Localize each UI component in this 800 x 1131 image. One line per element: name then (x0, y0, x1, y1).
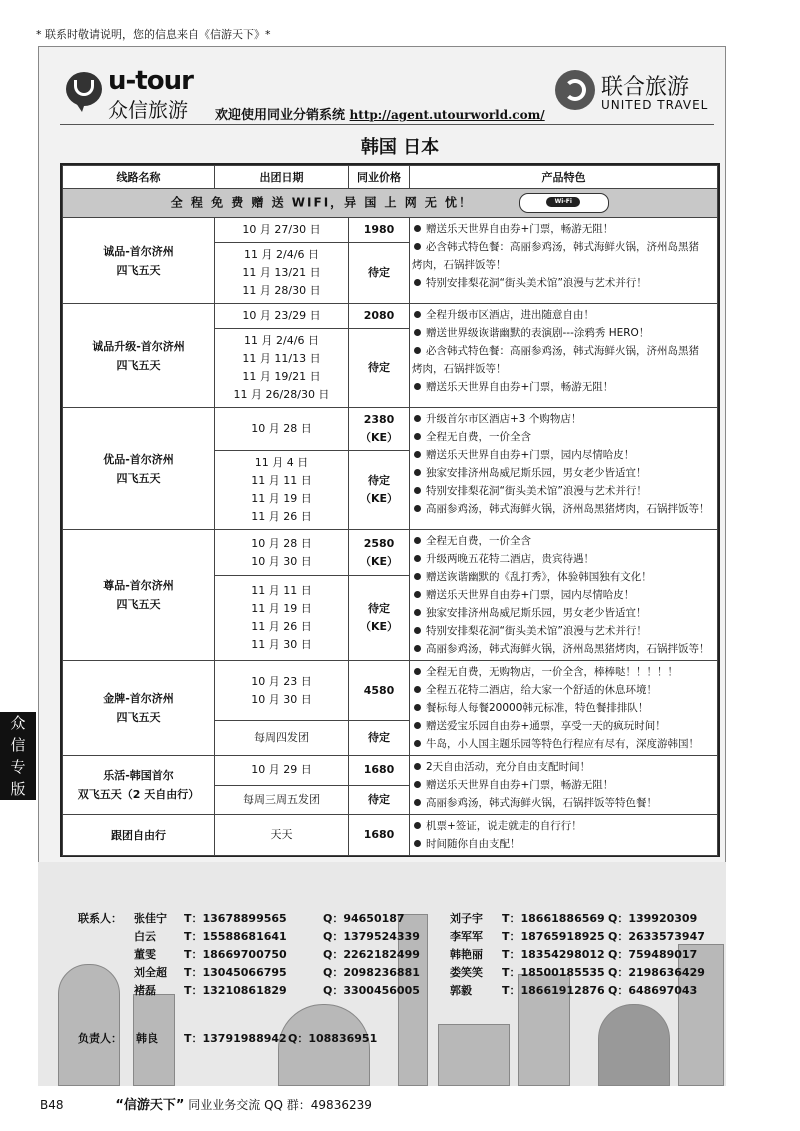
route-name-line: 诚品-首尔济州 (103, 244, 174, 258)
contact-qq: Q：3300456005 (323, 984, 420, 997)
contact-qq: Q：759489017 (608, 948, 698, 961)
table-row (63, 756, 718, 786)
price-line: 2580 (363, 536, 395, 550)
departure-dates (215, 329, 349, 408)
feature-item: 高丽参鸡汤，韩式海鲜火锅，济州岛黑猪烤肉，石锅拌饭等！ (410, 640, 715, 658)
footer-brand: “信游天下” (115, 1098, 185, 1113)
route-name (63, 756, 215, 815)
contact-phone: T：18661912876 (502, 984, 605, 997)
route-table (62, 165, 718, 856)
partner-cn: 联合旅游 (601, 75, 690, 100)
route-name (63, 408, 215, 530)
wifi-icon (519, 193, 609, 213)
price-line: 1680 (363, 828, 395, 841)
route-name-line: 四飞五天 (116, 598, 161, 611)
contact-qq: Q：2262182499 (323, 948, 420, 961)
feature-item: 烤肉，石锅拌饭等！ (412, 363, 507, 375)
contact-phone: T：13210861829 (184, 984, 287, 997)
trade-price (349, 408, 410, 451)
manager-label: 负责人： (78, 1032, 122, 1045)
departure-dates (215, 721, 349, 756)
page-number: B48 (40, 1098, 64, 1112)
trade-price (349, 304, 410, 329)
departure-date: 10 月 27/30 日 (242, 223, 321, 236)
route-features (410, 756, 718, 815)
departure-dates (215, 785, 349, 815)
brand-cn: 众信旅游 (108, 98, 188, 122)
united-travel-logo (555, 68, 725, 120)
route-name-line: 四飞五天 (116, 711, 161, 724)
departure-date: 10 月 28 日 (251, 422, 312, 435)
route-name-line: 优品-首尔济州 (103, 452, 174, 466)
wifi-banner (63, 189, 718, 218)
col-features: 产品特色 (410, 166, 718, 189)
contact-name: 褚磊 (134, 984, 156, 997)
table-header-row (63, 166, 718, 189)
contacts-label: 联系人： (78, 912, 122, 925)
table-row (63, 661, 718, 721)
feature-item: 烤肉，石锅拌饭等！ (412, 259, 507, 271)
departure-dates (215, 530, 349, 576)
route-name-line: 乐活-韩国首尔 (103, 769, 174, 782)
side-tab-char: 信 (10, 736, 26, 754)
page-footer (40, 1094, 372, 1113)
contact-qq: Q：648697043 (608, 984, 698, 997)
welcome-text (215, 104, 545, 123)
feature-item: 必含韩式特色餐：高丽参鸡汤，韩式海鲜火锅，济州岛黑猪 (410, 342, 715, 360)
route-features (410, 408, 718, 530)
partner-en: UNITED TRAVEL (601, 98, 709, 112)
table-row (63, 304, 718, 329)
departure-date: 11 月 26/28/30 日 (233, 388, 330, 401)
price-line: （KE） (359, 431, 399, 444)
price-line: 1680 (363, 763, 395, 777)
departure-date: 每周四发团 (254, 731, 309, 745)
route-name-line: 四飞五天 (116, 263, 161, 277)
feature-item: 赠送乐天世界自由券+门票，畅游无阻！ (410, 220, 715, 238)
route-name (63, 304, 215, 408)
route-name-line: 四飞五天 (116, 471, 161, 485)
departure-date: 11 月 19 日 (251, 492, 312, 505)
departure-date: 11 月 11 日 (251, 584, 312, 598)
utour-logo (60, 64, 210, 124)
departure-date: 11 月 2/4/6 日 (244, 248, 319, 261)
departure-date: 11 月 13/21 日 (242, 266, 321, 279)
departure-dates (215, 756, 349, 786)
contact-phone: T：15588681641 (184, 930, 287, 943)
feature-item: 机票+签证，说走就走的自行行！ (410, 817, 715, 835)
departure-dates (215, 243, 349, 304)
feature-item: 时间随你自由支配！ (410, 835, 715, 853)
price-line: 1980 (363, 223, 395, 236)
contact-name: 刘全超 (134, 966, 167, 979)
taj-mahal-shape (58, 964, 120, 1086)
departure-date: 11 月 30 日 (251, 638, 312, 652)
route-name-line: 双飞五天（2 天自由行） (77, 788, 200, 801)
departure-dates (215, 576, 349, 661)
page-title: 韩国 日本 (360, 137, 440, 158)
contact-phone: T：18661886569 (502, 912, 605, 925)
trade-price (349, 785, 410, 815)
feature-item: 特别安排梨花洞“街头美术馆”浪漫与艺术并行！ (410, 622, 715, 640)
departure-dates (215, 218, 349, 243)
contact-qq: Q：2098236881 (323, 966, 420, 979)
contact-phone: T：13678899565 (184, 912, 287, 925)
side-tab-char: 专 (10, 758, 26, 776)
feature-item: 特别安排梨花洞“街头美术馆”浪漫与艺术并行！ (410, 274, 715, 292)
header-divider (60, 124, 714, 125)
feature-item: 赠送诙谐幽默的《乱打秀》，体验韩国独有文化！ (410, 568, 715, 586)
departure-dates (215, 408, 349, 451)
price-line: 待定 (368, 361, 390, 374)
table-row (63, 408, 718, 451)
departure-date: 11 月 26 日 (251, 620, 312, 634)
route-features (410, 661, 718, 756)
col-route: 线路名称 (63, 166, 215, 189)
contact-name: 李军军 (450, 930, 483, 943)
route-table-wrapper (60, 163, 720, 857)
contact-phone: T：18500185535 (502, 966, 605, 979)
feature-item: 全程五花特二酒店，给大家一个舒适的休息环境！ (410, 681, 715, 699)
departure-date: 11 月 28/30 日 (242, 284, 321, 297)
contact-qq: Q：94650187 (323, 912, 405, 925)
feature-item: 特别安排梨花洞“街头美术馆”浪漫与艺术并行！ (410, 482, 715, 500)
departure-date: 11 月 19 日 (251, 602, 312, 616)
departure-date: 10 月 23/29 日 (242, 309, 321, 322)
contact-phone: T：18354298012 (502, 948, 605, 961)
departure-date: 每周三周五发团 (243, 792, 320, 806)
contact-phone: T：13045066795 (184, 966, 287, 979)
contact-qq: Q：139920309 (608, 912, 698, 925)
feature-item: 餐标每人每餐20000韩元标准，特色餐排排队！ (410, 699, 715, 717)
route-name (63, 815, 215, 856)
departure-dates (215, 304, 349, 329)
feature-item: 赠送乐天世界自由券+门票，园内尽情哈皮！ (410, 446, 715, 464)
feature-item: 赠送世界级诙谐幽默的表演剧---涂鸦秀 HERO！ (410, 324, 715, 342)
trade-price (349, 815, 410, 856)
contact-name: 郭毅 (450, 984, 472, 997)
departure-date: 11 月 19/21 日 (242, 370, 321, 383)
manager-phone: T：13791988942 (184, 1032, 287, 1045)
contact-name: 白云 (134, 930, 156, 943)
mascot-shape (598, 1004, 670, 1086)
feature-item: 赠送乐天世界自由券+门票，畅游无阻！ (410, 776, 715, 794)
departure-date: 11 月 2/4/6 日 (244, 334, 319, 347)
united-travel-mark-icon (555, 70, 595, 110)
footer-text: 同业业务交流 QQ 群：49836239 (188, 1098, 372, 1112)
price-line: 待定 (368, 792, 390, 806)
feature-item: 必含韩式特色餐：高丽参鸡汤，韩式海鲜火锅，济州岛黑猪 (410, 238, 715, 256)
route-features (410, 530, 718, 661)
feature-item: 赠送爱宝乐园自由券+通票，享受一天的疯玩时间！ (410, 717, 715, 735)
departure-date: 11 月 11 日 (251, 474, 312, 487)
contact-phone: T：18765918925 (502, 930, 605, 943)
departure-date: 10 月 23 日 (251, 674, 312, 688)
departure-date: 11 月 11/13 日 (242, 352, 321, 365)
wifi-banner-row (63, 189, 718, 218)
col-dates: 出团日期 (215, 166, 349, 189)
price-line: 2380 (363, 413, 395, 426)
route-name-line: 尊品-首尔济州 (103, 579, 174, 592)
route-features (410, 815, 718, 856)
departure-dates (215, 661, 349, 721)
departure-date: 11 月 4 日 (254, 456, 309, 469)
price-line: （KE） (359, 554, 399, 568)
side-tab-char: 众 (10, 714, 26, 732)
route-name-line: 金牌-首尔济州 (103, 692, 174, 705)
departure-date: 10 月 28 日 (251, 536, 312, 550)
departure-date: 11 月 26 日 (251, 510, 312, 523)
route-name-line: 四飞五天 (116, 358, 161, 372)
feature-item: 赠送乐天世界自由券+门票，园内尽情哈皮！ (410, 586, 715, 604)
trade-price (349, 243, 410, 304)
agent-link[interactable]: http://agent.utourworld.com/ (349, 108, 545, 122)
feature-item: 赠送乐天世界自由券+门票，畅游无阻！ (410, 378, 715, 396)
side-tab-char: 版 (10, 780, 26, 798)
contact-qq: Q：1379524339 (323, 930, 420, 943)
feature-item: 全程无自费，一价全含 (410, 428, 715, 446)
route-name (63, 530, 215, 661)
trade-price (349, 451, 410, 530)
price-line: 待定 (368, 602, 390, 616)
departure-dates (215, 815, 349, 856)
feature-item: 独家安排济州岛威尼斯乐园，男女老少皆适宜！ (410, 604, 715, 622)
feature-item: 全程升级市区酒店，进出随意自由！ (410, 306, 715, 324)
departure-date: 天天 (270, 828, 293, 841)
table-row (63, 815, 718, 856)
top-note: * 联系时敬请说明，您的信息来自《信游天下》* (36, 28, 271, 41)
side-tab (0, 712, 36, 800)
price-line: （KE） (359, 492, 399, 505)
manager-qq: Q：108836951 (288, 1032, 378, 1045)
departure-date: 10 月 30 日 (251, 554, 312, 568)
price-line: 待定 (368, 731, 390, 745)
route-features (410, 218, 718, 304)
trade-price (349, 661, 410, 721)
table-row (63, 218, 718, 243)
wifi-banner-text: 全 程 免 费 赠 送 WIFI，异 国 上 网 无 忧！ (170, 195, 474, 210)
trade-price (349, 721, 410, 756)
feature-item: 独家安排济州岛威尼斯乐园，男女老少皆适宜！ (410, 464, 715, 482)
feature-item: 高丽参鸡汤，韩式海鲜火锅，济州岛黑猪烤肉，石锅拌饭等！ (410, 500, 715, 518)
price-line: 待定 (368, 266, 390, 279)
manager-name: 韩良 (136, 1032, 158, 1045)
price-line: 待定 (368, 474, 390, 487)
contact-name: 娄笑笑 (450, 966, 483, 979)
departure-dates (215, 451, 349, 530)
wifi-badge-label: Wi-Fi (546, 197, 580, 207)
departure-date: 10 月 29 日 (251, 763, 312, 777)
feature-item: 全程无自费，一价全含 (410, 532, 715, 550)
route-name-line: 诚品升级-首尔济州 (92, 339, 185, 353)
trade-price (349, 756, 410, 786)
trade-price (349, 530, 410, 576)
price-line: 4580 (363, 683, 395, 697)
speech-bubble-icon (66, 72, 102, 106)
feature-item: 牛岛，小人国主题乐园等特色行程应有尽有，深度游韩国！ (410, 735, 715, 753)
route-name-line: 跟团自由行 (111, 828, 166, 842)
contact-phone: T：18669700750 (184, 948, 287, 961)
contact-qq: Q：2198636429 (608, 966, 705, 979)
contact-qq: Q：2633573947 (608, 930, 705, 943)
feature-item: 全程无自费，无购物店，一价全含，棒棒哒！！！！！ (410, 663, 715, 681)
price-line: （KE） (359, 620, 399, 634)
welcome-label: 欢迎使用同业分销系统 (215, 108, 346, 123)
route-name (63, 218, 215, 304)
route-name (63, 661, 215, 756)
trade-price (349, 576, 410, 661)
brand-en: u-tour (108, 66, 193, 96)
table-row (63, 530, 718, 576)
price-line: 2080 (363, 309, 395, 322)
feature-item: 升级首尔市区酒店+3 个购物店！ (410, 410, 715, 428)
contact-name: 刘子宇 (450, 912, 483, 925)
feature-item: 2天自由活动，充分自由支配时间！ (410, 758, 715, 776)
departure-date: 10 月 30 日 (251, 692, 312, 706)
feature-item: 升级两晚五花特二酒店，贵宾待遇！ (410, 550, 715, 568)
trade-price (349, 329, 410, 408)
contact-name: 张佳宁 (134, 912, 167, 925)
col-price: 同业价格 (349, 166, 410, 189)
contact-name: 韩艳丽 (450, 948, 483, 961)
elephant-shape (438, 1024, 510, 1086)
route-features (410, 304, 718, 408)
trade-price (349, 218, 410, 243)
feature-item: 高丽参鸡汤，韩式海鲜火锅，石锅拌饭等特色餐！ (410, 794, 715, 812)
contact-name: 董雯 (134, 948, 156, 961)
